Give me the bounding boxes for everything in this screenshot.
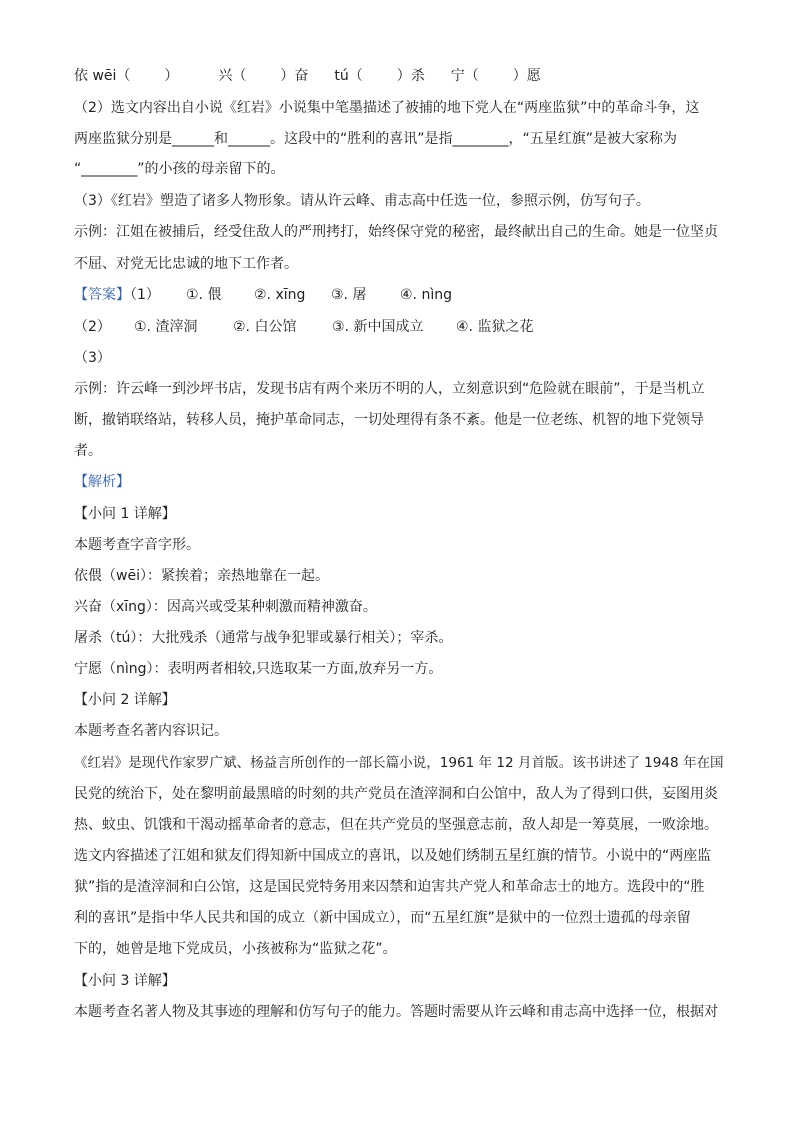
answer-p2-item-2: ②. 白公馆 [233,319,297,335]
analysis-s1-item-2: 兴奋（xīng）：因高兴或受某种刺激而精神激奋。 [74,599,377,615]
analysis-s1-item-4: 宁愿（nìng）：表明两者相较,只选取某一方面,放弃另一方。 [74,661,443,677]
analysis-s2-line-1: 《红岩》是现代作家罗广斌、杨益言所创作的一部长篇小说，1961 年 12 月首版。该书讲述了 1948 年在国 [74,755,724,771]
answer-row-1 [74,285,724,305]
analysis-s1-heading: 【小问 1 详解】 [74,506,176,522]
q1-item-yi: 依 wēi（ [74,68,131,84]
q2-line-2: 两座监狱分别是______和______。这段中的“胜利的喜讯”是指________，“五星红旗”是被大家称为 [74,131,678,147]
answer-p1-item-3: ③. 屠 [331,287,367,303]
q1-item-tu: tú（ [334,68,363,84]
answer-p1-label: （1） [130,287,160,303]
analysis-s3-heading: 【小问 3 详解】 [74,973,176,989]
analysis-s1-intro: 本题考查字音字形。 [74,537,200,553]
answer-p2-item-3: ③. 新中国成立 [332,319,424,335]
q1-item-ning-close: ）愿 [512,68,541,84]
answer-p3-label: （3） [74,350,111,366]
analysis-s2-line-2: 民党的统治下，处在黎明前最黑暗的时刻的共产党员在渣滓洞和白公馆中，敌人为了得到口供，妄图用炎 [74,786,718,802]
analysis-s2-line-6: 利的喜讯”是指中华人民共和国的成立（新中国成立），而“五星红旗”是狱中的一位烈士遗孤的母亲留 [74,910,691,926]
analysis-s2-heading: 【小问 2 详解】 [74,692,176,708]
answer-tag: 【答案】 [74,287,130,303]
q3-example-1: 示例：江姐在被捕后，经受住敌人的严刑拷打，始终保守党的秘密，最终献出自己的生命。她是一位坚贞 [74,224,718,240]
q1-item-ning: 宁（ [450,68,479,84]
answer-p1-item-2: ②. xīng [254,287,306,303]
answer-p1-item-1: ①. 偎 [186,287,222,303]
answer-p2-label: （2） [74,319,111,335]
analysis-s2-line-5: 狱”指的是渣滓洞和白公馆，这是国民党特务用来囚禁和迫害共产党人和革命志士的地方。选段中的“胜 [74,879,705,895]
answer-p3-line-2: 断，撤销联络站，转移人员，掩护革命同志，一切处理得有条不紊。他是一位老练、机智的地下党领导 [74,412,704,428]
answer-p1-item-4: ④. nìng [400,287,452,303]
answer-p3-line-1: 示例：许云峰一到沙坪书店，发现书店有两个来历不明的人，立刻意识到“危险就在眼前”，于是当机立 [74,381,705,397]
q1-item-yi-close: ） [164,68,179,84]
analysis-s3-line-1: 本题考查名著人物及其事迹的理解和仿写句子的能力。答题时需要从许云峰和甫志高中选择一位，根据对 [74,1004,718,1020]
q1-item-xing-close: ）奋 [280,68,309,84]
answer-p3-line-3: 者。 [74,443,102,459]
q1-pinyin-row [74,66,724,86]
analysis-s2-line-4: 选文内容描述了江姐和狱友们得知新中国成立的喜讯，以及她们绣制五星红旗的情节。小说中的“两座监 [74,848,712,864]
q1-item-tu-close: ）杀 [396,68,425,84]
analysis-s1-item-1: 依偎（wēi）：紧挨着；亲热地靠在一起。 [74,568,329,584]
q3-example-2: 不屈、对党无比忠诚的地下工作者。 [74,256,298,272]
q1-item-xing: 兴（ [218,68,247,84]
q2-line-3: “________”的小孩的母亲留下的。 [74,161,285,177]
answer-p2-item-1: ①. 渣滓洞 [134,319,198,335]
answer-row-2 [74,317,724,337]
analysis-s1-item-3: 屠杀（tú）：大批残杀（通常与战争犯罪或暴行相关）；宰杀。 [74,630,453,646]
analysis-tag: 【解析】 [74,474,130,490]
answer-p2-item-4: ④. 监狱之花 [456,319,534,335]
analysis-s2-intro: 本题考查名著内容识记。 [74,723,228,739]
q3-line-1: （3）《红岩》塑造了诸多人物形象。请从许云峰、甫志高中任选一位，参照示例，仿写句子。 [74,193,650,209]
analysis-s2-line-3: 热、蚊虫、饥饿和干渴动摇革命者的意志，但在共产党员的坚强意志前，敌人却是一筹莫展，一败涂地。 [74,817,718,833]
q2-line-1: （2）选文内容出自小说《红岩》小说集中笔墨描述了被捕的地下党人在“两座监狱”中的革命斗争，这 [74,100,700,116]
analysis-s2-line-7: 下的，她曾是地下党成员，小孩被称为“监狱之花”。 [74,941,397,957]
